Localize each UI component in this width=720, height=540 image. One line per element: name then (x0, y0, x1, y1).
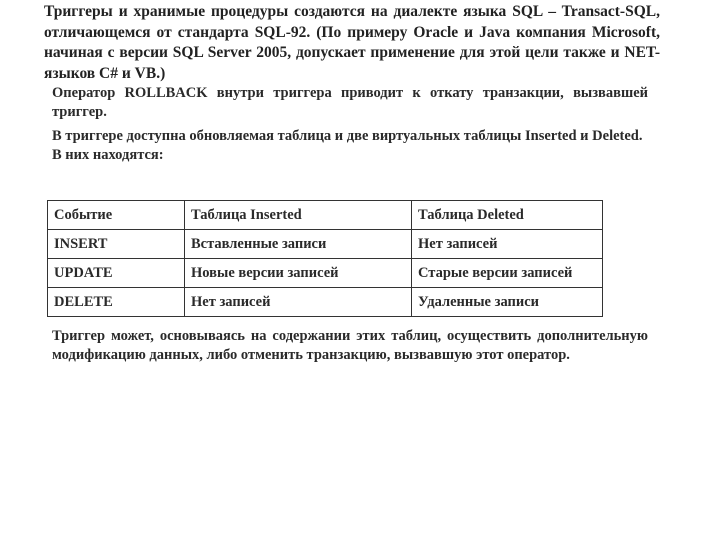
intro-paragraph: Триггеры и хранимые процедуры создаются на диалекте языка SQL – Transact-SQL, отличающемся от стандарта SQL-92. (По примеру Oracle и Java компания Microsoft, начиная с версии SQL Server 2005, допускает применение для этой цели также и NET-языков C# и VB.) (44, 3, 660, 82)
conclusion-paragraph: Триггер может, основываясь на содержании этих таблиц, осуществить дополнительную модификацию данных, либо отменить транзакцию, вызвавшую этот оператор. (52, 328, 648, 363)
header-cell-inserted: Таблица Inserted (185, 201, 412, 230)
header-cell-deleted: Таблица Deleted (412, 201, 603, 230)
table-cell: Нет записей (185, 288, 412, 317)
table-row (48, 288, 603, 317)
table-cell: DELETE (48, 288, 185, 317)
table-row (48, 230, 603, 259)
tables-paragraph: В триггере доступна обновляемая таблица и две виртуальных таблицы Inserted и Deleted. В них находятся: (52, 128, 643, 163)
table-cell: INSERT (48, 230, 185, 259)
table-cell: Вставленные записи (185, 230, 412, 259)
table-cell: Удаленные записи (412, 288, 603, 317)
table-cell: Нет записей (412, 230, 603, 259)
header-cell-event: Событие (48, 201, 185, 230)
rollback-paragraph: Оператор ROLLBACK внутри триггера приводит к откату транзакции, вызвавшей триггер. (52, 85, 648, 120)
table-cell: Старые версии записей (412, 259, 603, 288)
table-row (48, 259, 603, 288)
table-header-row (48, 201, 603, 230)
trigger-tables (47, 200, 603, 317)
table-cell: Новые версии записей (185, 259, 412, 288)
table-cell: UPDATE (48, 259, 185, 288)
